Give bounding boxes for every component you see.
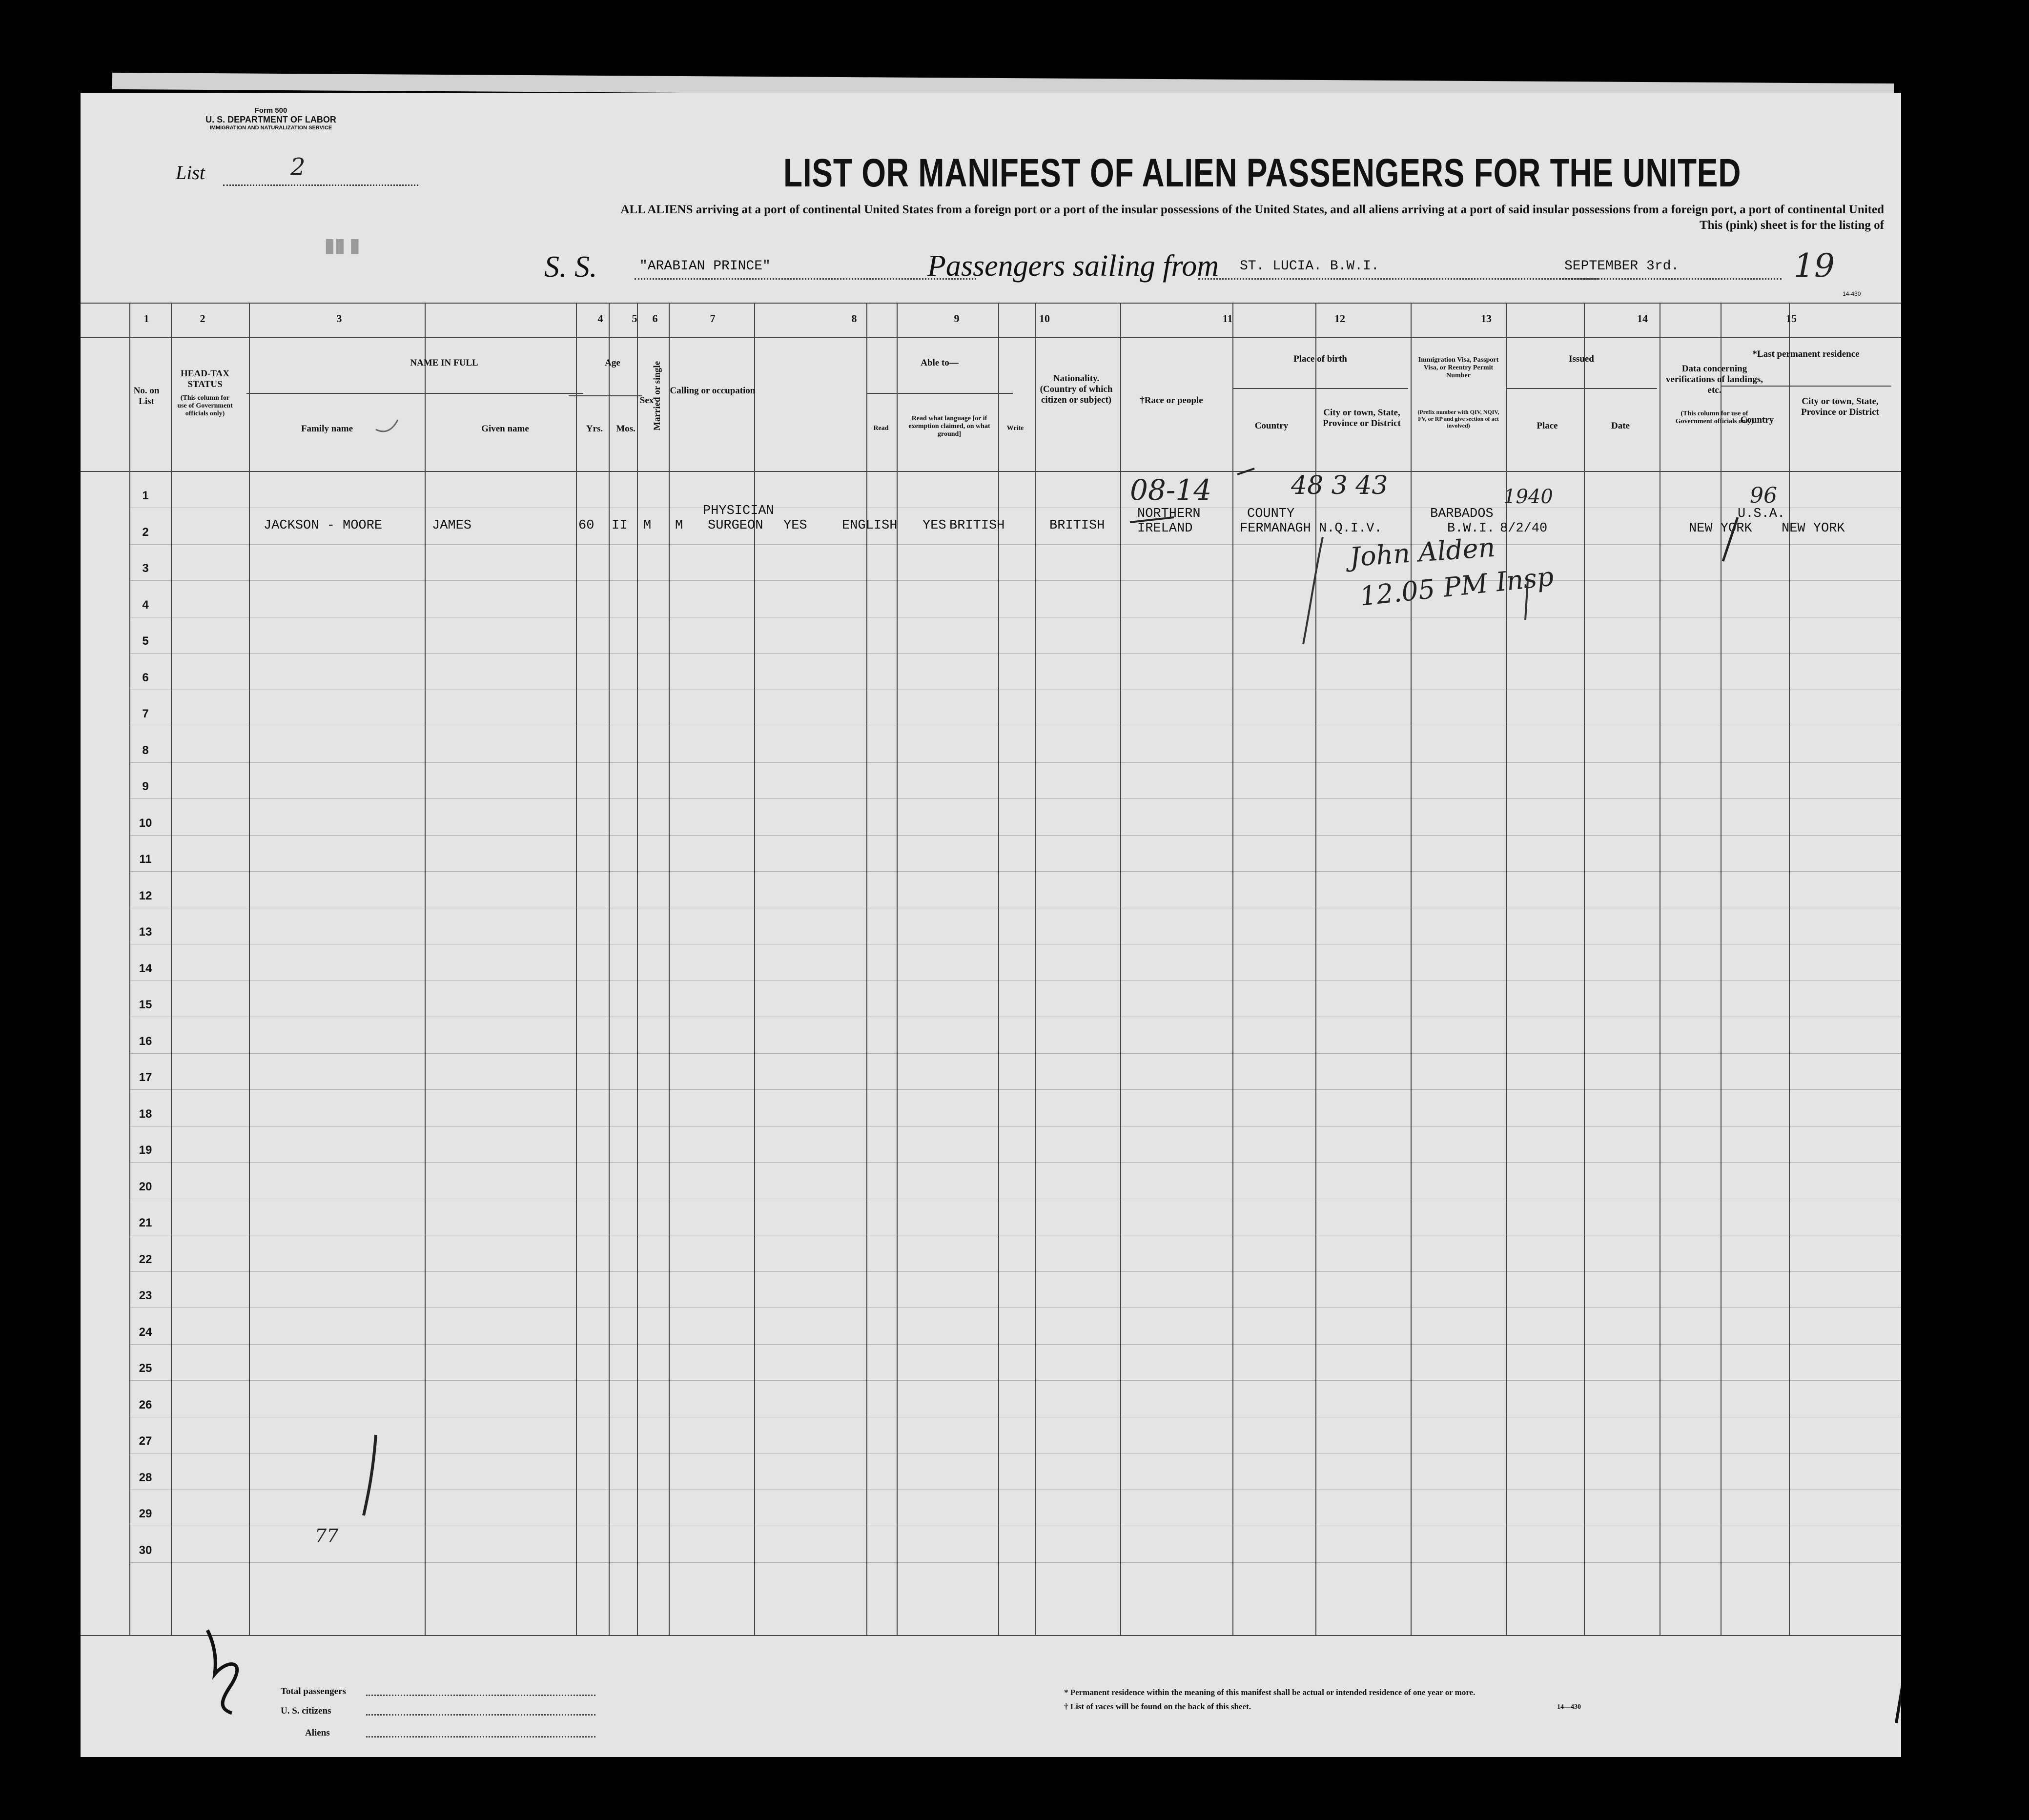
footer-total-passengers: Total passengers xyxy=(281,1686,346,1697)
header-given-name: Given name xyxy=(481,424,529,434)
header-birth-country: Country xyxy=(1254,421,1289,431)
issued-date-value: 8/2/40 xyxy=(1500,521,1548,536)
header-no-on-list: No. on List xyxy=(133,386,160,407)
pen-stroke xyxy=(1130,517,1174,522)
handwritten-residence-note: 96 xyxy=(1750,483,1777,508)
pen-stroke xyxy=(1525,581,1528,620)
header-visa-note: (Prefix number with QIV, NQIV, FV, or RP and give section of act involved) xyxy=(1417,409,1499,429)
col-number-4: 4 xyxy=(597,312,603,325)
race-value: BRITISH xyxy=(1049,518,1105,533)
footer-note-races: † List of races will be found on the back of this sheet. xyxy=(1064,1702,1251,1711)
manifest-page xyxy=(81,93,1901,1757)
row-number: 24 xyxy=(139,1325,152,1339)
row-number: 18 xyxy=(139,1107,152,1121)
header-family-name: Family name xyxy=(301,424,353,434)
issued-place-value-2: B.W.I. xyxy=(1447,521,1495,536)
row-number: 7 xyxy=(142,707,149,720)
footer-dots xyxy=(366,1736,595,1738)
row-number: 6 xyxy=(142,671,149,684)
instructions-line-2: This (pink) sheet is for the listing of xyxy=(1699,219,1884,232)
row-number: 16 xyxy=(139,1034,152,1048)
pen-stroke xyxy=(364,1435,376,1515)
department: U. S. DEPARTMENT OF LABOR xyxy=(205,115,336,125)
birth-city-value-1: COUNTY xyxy=(1247,507,1295,521)
header-verification: Data concerning verifications of landings, etc. xyxy=(1666,364,1763,395)
col-number-14: 14 xyxy=(1637,312,1648,325)
row-number: 25 xyxy=(139,1362,152,1375)
header-issued-place: Place xyxy=(1537,421,1558,431)
header-age: Age xyxy=(605,358,620,368)
col-number-1: 1 xyxy=(143,312,149,325)
service: IMMIGRATION AND NATURALIZATION SERVICE xyxy=(209,124,332,131)
residence-country-value-2: NEW YORK xyxy=(1689,521,1752,536)
pen-stroke xyxy=(207,1630,237,1713)
inspector-signature: John Alden xyxy=(1349,532,1496,573)
col-number-5: 5 xyxy=(632,312,637,325)
row-number: 1 xyxy=(142,489,149,502)
footer-us-citizens: U. S. citizens xyxy=(281,1706,331,1716)
header-last-residence: *Last permanent residence xyxy=(1752,349,1860,359)
pen-marks xyxy=(81,93,1901,1757)
row-number: 12 xyxy=(139,889,152,902)
handwritten-visa-code: 48 3 43 xyxy=(1291,471,1388,500)
header-issued-date: Date xyxy=(1611,421,1630,431)
form-code: 14-430 xyxy=(1843,290,1861,297)
header-read-language: Read what language [or if exemption claimed, on what ground] xyxy=(908,415,990,438)
row-number: 8 xyxy=(142,743,149,757)
sex-value: M xyxy=(643,518,652,533)
nationality-value: BRITISH xyxy=(949,518,1005,533)
family-name-value: JACKSON - MOORE xyxy=(264,518,383,533)
occupation-value-2: SURGEON xyxy=(708,518,763,533)
col-number-11: 11 xyxy=(1222,312,1233,325)
row-number: 30 xyxy=(139,1543,152,1557)
header-verification-note: (This column for use of Government officials only) xyxy=(1675,410,1754,426)
year-label: 19 xyxy=(1794,247,1835,285)
age-years-value: 60 xyxy=(578,518,594,533)
language-value: ENGLISH xyxy=(842,518,898,533)
pen-stroke xyxy=(376,420,398,431)
instructions-line-1: ALL ALIENS arriving at a port of continental United States from a foreign port or a port of the insular possessions of the United States, and all aliens arriving at a port of said insular possessions from a foreign port, a port of continental United xyxy=(620,203,1884,216)
col-number-3: 3 xyxy=(336,312,342,325)
header-res-city: City or town, State, Province or District xyxy=(1801,396,1879,417)
col-number-15: 15 xyxy=(1786,312,1797,325)
row-number: 21 xyxy=(139,1216,152,1229)
header-name-in-full: NAME IN FULL xyxy=(410,358,478,368)
row-number: 29 xyxy=(139,1507,152,1520)
row-number: 20 xyxy=(139,1180,152,1193)
handwritten-birth-code: 08-14 xyxy=(1130,473,1212,507)
pen-stroke xyxy=(1237,469,1254,474)
pen-stroke xyxy=(1303,537,1323,644)
col-number-13: 13 xyxy=(1481,312,1492,325)
row-number: 3 xyxy=(142,562,149,575)
row-number: 13 xyxy=(139,925,152,939)
page-title: LIST OR MANIFEST OF ALIEN PASSENGERS FOR THE UNITED xyxy=(783,151,1742,195)
row-number: 17 xyxy=(139,1071,152,1084)
row-number: 2 xyxy=(142,525,149,539)
residence-country-value-1: U.S.A. xyxy=(1738,507,1785,521)
header-able-to: Able to— xyxy=(921,358,959,368)
header-race: †Race or people xyxy=(1140,395,1203,406)
row-number: 15 xyxy=(139,998,152,1011)
departure-port: ST. LUCIA. B.W.I. xyxy=(1240,259,1379,274)
col-number-6: 6 xyxy=(652,312,658,325)
row-number: 14 xyxy=(139,961,152,975)
col-number-10: 10 xyxy=(1039,312,1050,325)
footer-dots xyxy=(366,1714,595,1716)
birth-country-value-2: IRELAND xyxy=(1137,521,1193,536)
header-sex: Sex xyxy=(639,395,654,406)
row-number: 10 xyxy=(139,816,152,830)
header-nationality: Nationality. (Country of which citizen or subject) xyxy=(1040,373,1113,405)
col-number-7: 7 xyxy=(710,312,716,325)
read-value: YES xyxy=(783,518,807,533)
pen-stroke xyxy=(1723,517,1738,561)
form-number: Form 500 xyxy=(254,106,287,115)
issued-place-value-1: BARBADOS xyxy=(1430,507,1494,521)
row-number: 26 xyxy=(139,1398,152,1411)
col-number-2: 2 xyxy=(200,312,205,325)
row-number: 9 xyxy=(142,780,149,793)
list-label: List xyxy=(176,162,205,184)
row-number: 28 xyxy=(139,1471,152,1484)
row-number: 11 xyxy=(139,853,152,866)
age-months-value: II xyxy=(612,518,628,533)
handwritten-tally: 77 xyxy=(315,1525,339,1547)
occupation-value-1: PHYSICIAN xyxy=(703,504,774,518)
given-name-value: JAMES xyxy=(432,518,472,533)
visa-value: N.Q.I.V. xyxy=(1319,521,1382,536)
header-calling: Calling or occupation xyxy=(670,386,756,396)
row-number: 23 xyxy=(139,1289,152,1302)
sailing-label: Passengers sailing from xyxy=(927,249,1219,283)
row-number: 22 xyxy=(139,1252,152,1266)
ship-label: S. S. xyxy=(544,250,597,284)
header-head-tax: HEAD-TAX STATUS xyxy=(181,368,229,389)
header-birth-city: City or town, State, Province or District xyxy=(1323,408,1401,429)
header-head-tax-note: (This column for use of Government officials only) xyxy=(177,394,233,418)
col-number-12: 12 xyxy=(1334,312,1345,325)
married-value: M xyxy=(675,518,683,533)
inspector-time: 12.05 PM Insp xyxy=(1358,561,1556,612)
col-number-9: 9 xyxy=(954,312,960,325)
row-number: 4 xyxy=(142,598,149,612)
header-yrs: Yrs. xyxy=(586,424,603,434)
header-write: Write xyxy=(1006,425,1024,432)
pen-stroke xyxy=(1896,1635,1901,1723)
departure-date: SEPTEMBER 3rd. xyxy=(1564,259,1680,274)
header-visa: Immigration Visa, Passport Visa, or Reentry Permit Number xyxy=(1418,356,1499,380)
header-res-country: Country xyxy=(1740,415,1774,425)
footer-aliens: Aliens xyxy=(305,1728,330,1738)
row-number: 27 xyxy=(139,1434,152,1448)
header-read: Read xyxy=(873,425,889,432)
footer-dots xyxy=(366,1695,595,1696)
col-number-8: 8 xyxy=(851,312,857,325)
header-married: Married or single xyxy=(652,361,663,430)
list-number: 2 xyxy=(290,153,306,181)
header-mos: Mos. xyxy=(616,424,635,434)
write-value: YES xyxy=(922,518,946,533)
handwritten-year-note: 1940 xyxy=(1503,486,1553,508)
footer-note-residence: * Permanent residence within the meaning of this manifest shall be actual or intended residence of one year or more. xyxy=(1064,1688,1476,1697)
row-number: 5 xyxy=(142,634,149,648)
footer-code: 14—430 xyxy=(1557,1703,1581,1711)
birth-country-value-1: NORTHERN xyxy=(1137,507,1201,521)
faint-stamp: ▮▮ ▮ xyxy=(325,235,360,256)
header-place-of-birth: Place of birth xyxy=(1293,354,1347,364)
header-issued: Issued xyxy=(1569,354,1594,364)
birth-city-value-2: FERMANAGH xyxy=(1240,521,1311,536)
row-number: 19 xyxy=(139,1144,152,1157)
ship-name: "ARABIAN PRINCE" xyxy=(639,259,771,274)
residence-city-value: NEW YORK xyxy=(1782,521,1845,536)
